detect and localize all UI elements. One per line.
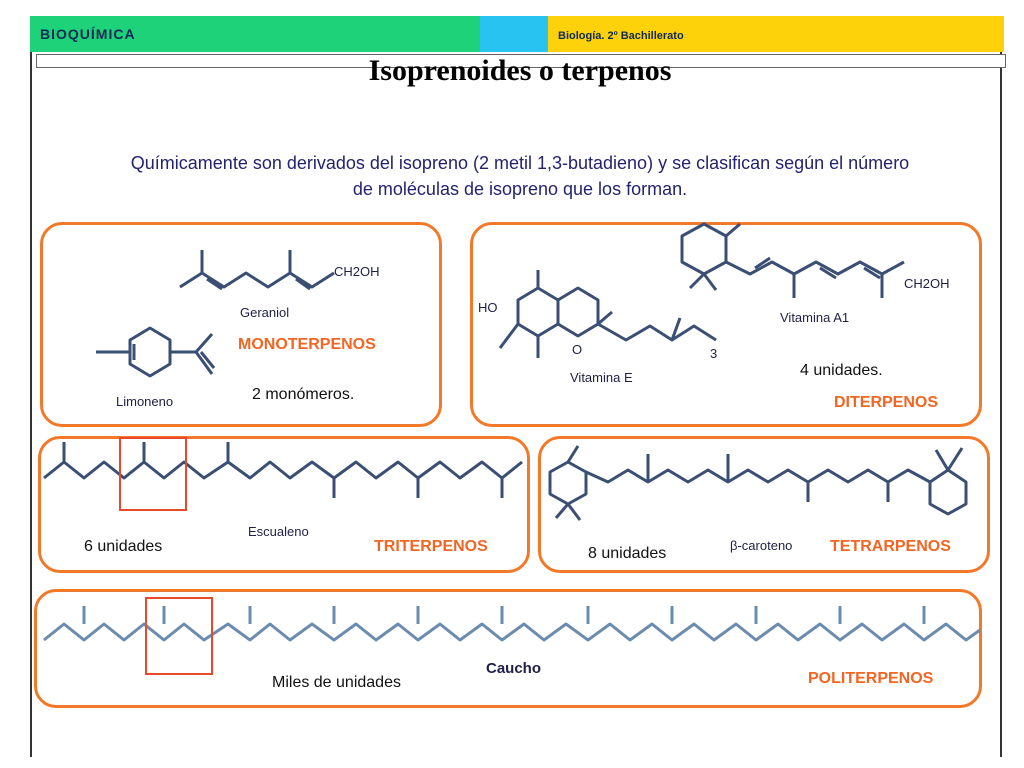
triterpenos-units: 6 unidades bbox=[84, 538, 163, 555]
vitamina-a1-group: CH2OH bbox=[904, 276, 950, 291]
diterpenos-units: 4 unidades. bbox=[800, 362, 883, 379]
limoneno-label: Limoneno bbox=[116, 394, 174, 409]
intro-text: Químicamente son derivados del isopreno (2 metil 1,3-butadieno) y se clasifican según el número de moléculas de isopreno que los forman. bbox=[130, 153, 910, 199]
course-label: Biología. 2º Bachillerato bbox=[558, 30, 684, 42]
page-title: Isoprenoides o terpenos bbox=[368, 54, 672, 87]
vitamina-a1-structure bbox=[682, 224, 904, 298]
beta-caroteno-structure bbox=[550, 446, 966, 520]
vitamina-e-ho: HO bbox=[478, 300, 498, 315]
isoprene-highlight-box bbox=[146, 598, 212, 674]
escualeno-structure bbox=[44, 442, 522, 498]
politerpenos-units: Miles de unidades bbox=[272, 674, 401, 691]
beta-caroteno-label: β-caroteno bbox=[730, 538, 793, 553]
escualeno-label: Escualeno bbox=[248, 524, 309, 539]
vitamina-e-structure bbox=[500, 270, 716, 358]
tetraterpenos-label: TETRARPENOS bbox=[830, 538, 951, 555]
subject-label: BIOQUÍMICA bbox=[40, 26, 136, 42]
vitamina-e-subscript: 3 bbox=[710, 346, 718, 361]
vitamina-e-label: Vitamina E bbox=[570, 370, 633, 385]
diterpenos-label: DITERPENOS bbox=[834, 394, 939, 411]
geraniol-structure bbox=[180, 250, 334, 289]
politerpenos-label: POLITERPENOS bbox=[808, 670, 934, 687]
geraniol-group: CH2OH bbox=[334, 264, 380, 279]
tetraterpenos-units: 8 unidades bbox=[588, 545, 667, 562]
monoterpenos-units: 2 monómeros. bbox=[252, 386, 355, 403]
vitamina-e-oxygen: O bbox=[572, 342, 583, 357]
caucho-structure bbox=[44, 606, 980, 640]
monoterpenos-label: MONOTERPENOS bbox=[238, 336, 376, 353]
caucho-label: Caucho bbox=[486, 660, 542, 677]
limoneno-structure bbox=[96, 328, 214, 376]
geraniol-label: Geraniol bbox=[240, 305, 290, 320]
vitamina-a1-label: Vitamina A1 bbox=[780, 310, 850, 325]
triterpenos-label: TRITERPENOS bbox=[374, 538, 488, 555]
